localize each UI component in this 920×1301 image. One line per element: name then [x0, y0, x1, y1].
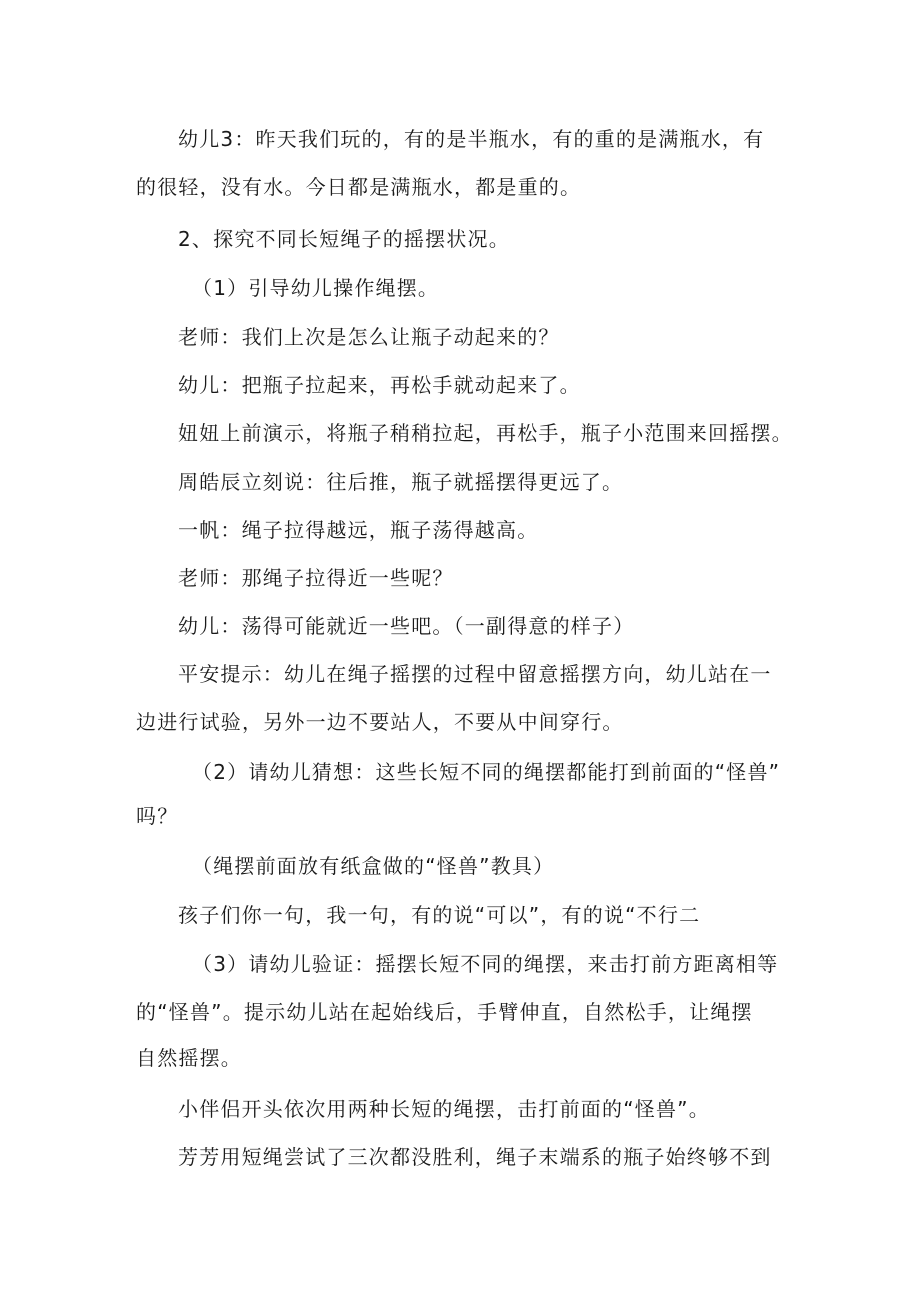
paragraph-line: 自然摇摆。: [136, 1046, 242, 1070]
paragraph-line: 周皓辰立刻说：往后推，瓶子就摇摆得更远了。: [178, 470, 624, 494]
paragraph-line: （1）引导幼儿操作绳摆。: [192, 276, 440, 300]
paragraph-line: 的很轻，没有水。今日都是满瓶水，都是重的。: [136, 175, 582, 199]
paragraph-line: 平安提示：幼儿在绳子摇摆的过程中留意摇摆方向，幼儿站在一: [178, 662, 772, 686]
paragraph-line: 小伴侣开头依次用两种长短的绳摆，击打前面的“怪兽”。: [178, 1097, 710, 1121]
paragraph-line: 芳芳用短绳尝试了三次都没胜利，绳子末端系的瓶子始终够不到: [178, 1145, 772, 1169]
paragraph-line: （绳摆前面放有纸盒做的“怪兽”教具）: [192, 854, 555, 878]
paragraph-line: 边进行试验，另外一边不要站人，不要从中间穿行。: [136, 710, 624, 734]
paragraph-line: 的“怪兽”。提示幼儿站在起始线后，手臂伸直，自然松手，让绳摆: [136, 1000, 753, 1024]
paragraph-line: 幼儿：荡得可能就近一些吧。（一副得意的样子）: [178, 614, 635, 638]
paragraph-line: 妞妞上前演示，将瓶子稍稍拉起，再松手，瓶子小范围来回摇摆。: [178, 421, 793, 445]
paragraph-line: （2）请幼儿猜想：这些长短不同的绳摆都能打到前面的“怪兽”: [192, 760, 781, 784]
paragraph-line: 老师：我们上次是怎么让瓶子动起来的？: [178, 325, 560, 349]
paragraph-line: 幼儿：把瓶子拉起来，再松手就动起来了。: [178, 373, 581, 397]
paragraph-line: 老师：那绳子拉得近一些呢？: [178, 566, 454, 590]
paragraph-line: 2、探究不同长短绳子的摇摆状况。: [178, 227, 510, 251]
paragraph-line: （3）请幼儿验证：摇摆长短不同的绳摆，来击打前方距离相等: [192, 952, 779, 976]
paragraph-line: 吗？: [136, 804, 179, 828]
paragraph-line: 幼儿3：昨天我们玩的，有的是半瓶水，有的重的是满瓶水，有: [178, 127, 765, 151]
paragraph-line: 一帆：绳子拉得越远，瓶子荡得越高。: [178, 518, 539, 542]
paragraph-line: 孩子们你一句，我一句，有的说“可以”，有的说“不行二: [178, 903, 701, 927]
